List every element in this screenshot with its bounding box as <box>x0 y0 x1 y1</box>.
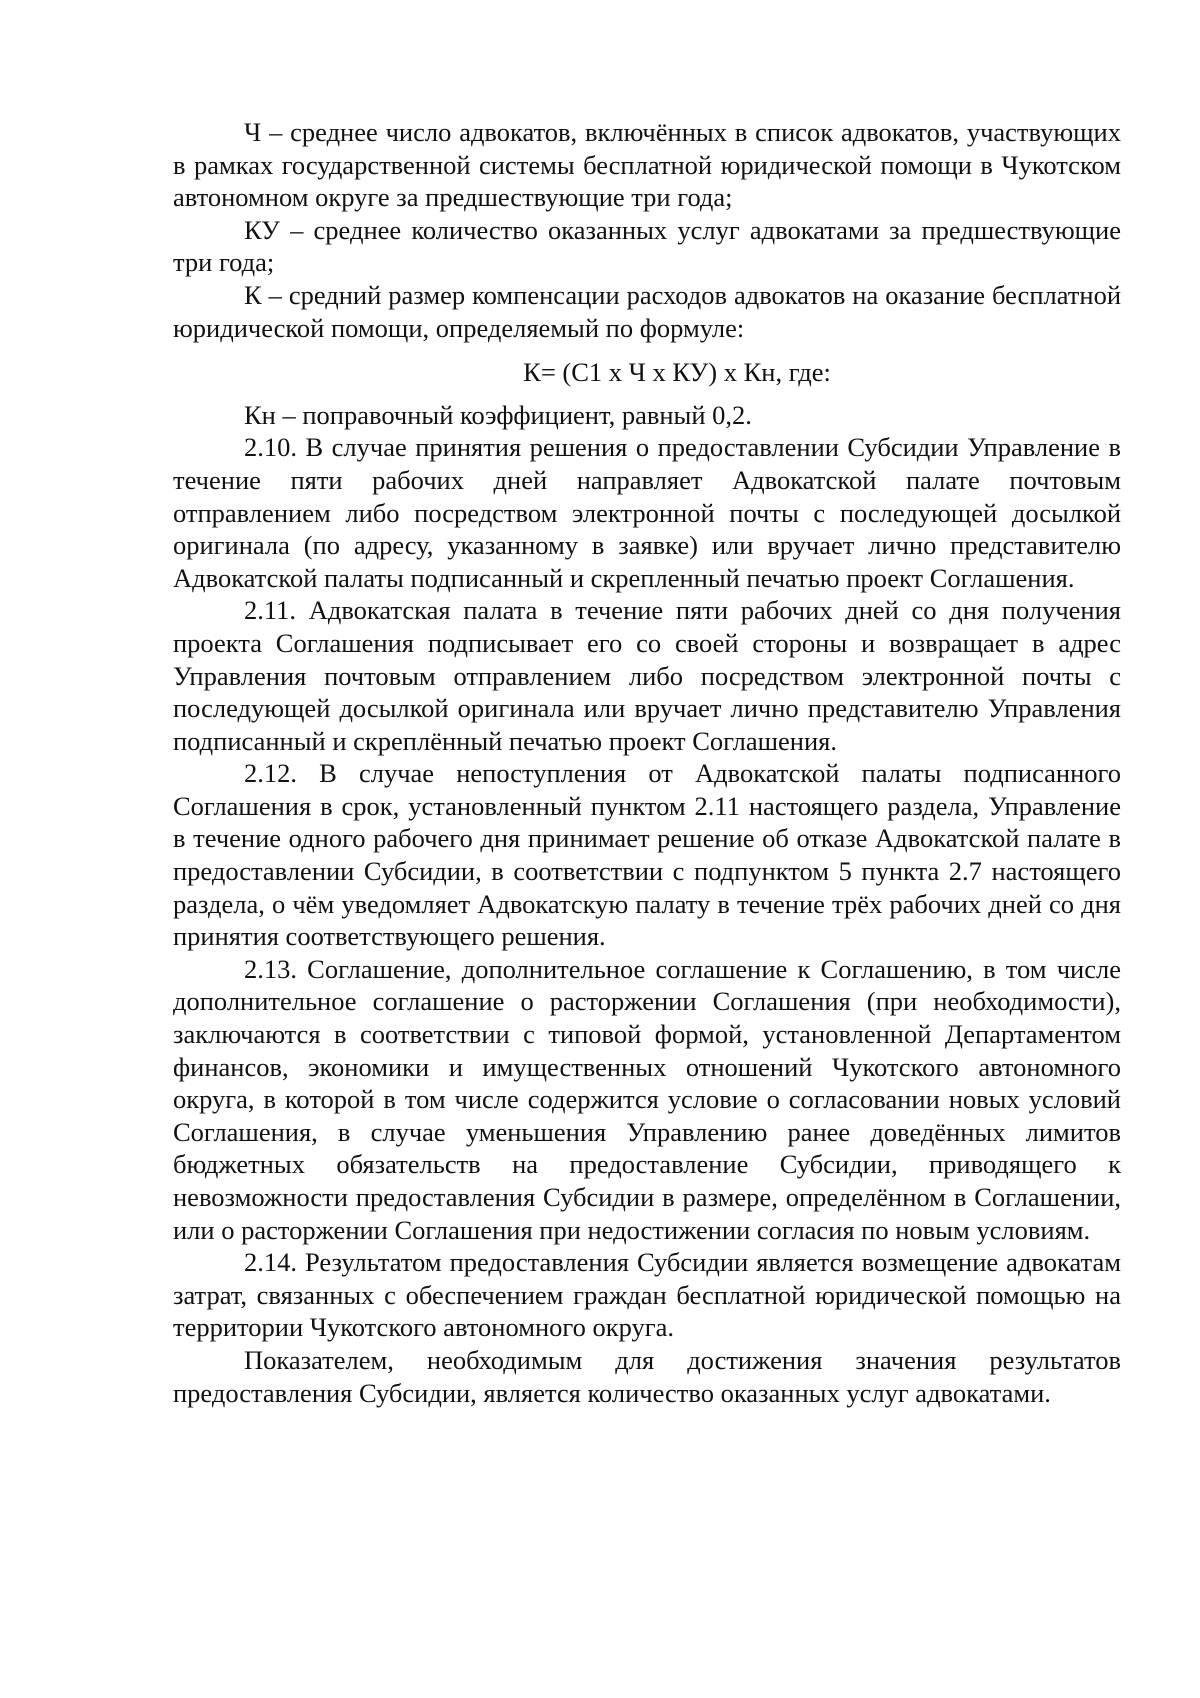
paragraph-2-11: 2.11. Адвокатская палата в течение пяти рабочих дней со дня получения проекта Соглашения подписывает его со своей стороны и возвращает в адрес Управления почтовым отправлением либо посредством электронной почты с последующей досылкой оригинала или вручает лично представителю Управления подписанный и скреплённый печатью проект Соглашения. <box>173 595 1121 756</box>
paragraph-2-14: 2.14. Результатом предоставления Субсидии является возмещение адвокатам затрат, связанных с обеспечением граждан бесплатной юридической помощью на территории Чукотского автономного округа. <box>173 1247 1121 1343</box>
paragraph-k-definition: К – средний размер компенсации расходов адвокатов на оказание бесплатной юридической помощи, определяемый по формуле: <box>173 279 1121 343</box>
paragraph-2-10: 2.10. В случае принятия решения о предоставлении Субсидии Управление в течение пяти рабочих дней направляет Адвокатской палате почтовым отправлением либо посредством электронной почты с последующей досылкой оригинала (по адресу, указанному в заявке) или вручает лично представителю Адвокатской палаты подписанный и скрепленный печатью проект Соглашения. <box>173 432 1121 593</box>
paragraph-ku-definition: КУ – среднее количество оказанных услуг адвокатами за предшествующие три года; <box>173 214 1121 278</box>
paragraph-ch-definition: Ч – среднее число адвокатов, включённых в список адвокатов, участвующих в рамках государственной системы бесплатной юридической помощи в Чукотском автономном округе за предшествующие три года; <box>173 117 1121 213</box>
document-page <box>173 116 1121 1409</box>
paragraph-2-13: 2.13. Соглашение, дополнительное соглашение к Соглашению, в том числе дополнительное соглашение о расторжении Соглашения (при необходимости), заключаются в соответствии с типовой формой, установленной Департаментом финансов, экономики и имущественных отношений Чукотского автономного округа, в которой в том числе содержится условие о согласовании новых условий Соглашения, в случае уменьшения Управлению ранее доведённых лимитов бюджетных обязательств на предоставление Субсидии, приводящего к невозможности предоставления Субсидии в размере, определённом в Соглашении, или о расторжении Соглашения при недостижении согласия по новым условиям. <box>173 953 1121 1245</box>
paragraph-2-12: 2.12. В случае непоступления от Адвокатской палаты подписанного Соглашения в срок, установленный пунктом 2.11 настоящего раздела, Управление в течение одного рабочего дня принимает решение об отказе Адвокатской палате в предоставлении Субсидии, в соответствии с подпунктом 5 пункта 2.7 настоящего раздела, о чём уведомляет Адвокатскую палату в течение трёх рабочих дней со дня принятия соответствующего решения. <box>173 758 1121 952</box>
paragraph-indicator: Показателем, необходимым для достижения значения результатов предоставления Субсидии, является количество оказанных услуг адвокатами. <box>173 1344 1121 1408</box>
formula: К= (С1 х Ч х КУ) х Кн, где: <box>523 357 831 388</box>
paragraph-kn-definition: Кн – поправочный коэффициент, равный 0,2. <box>244 399 752 430</box>
